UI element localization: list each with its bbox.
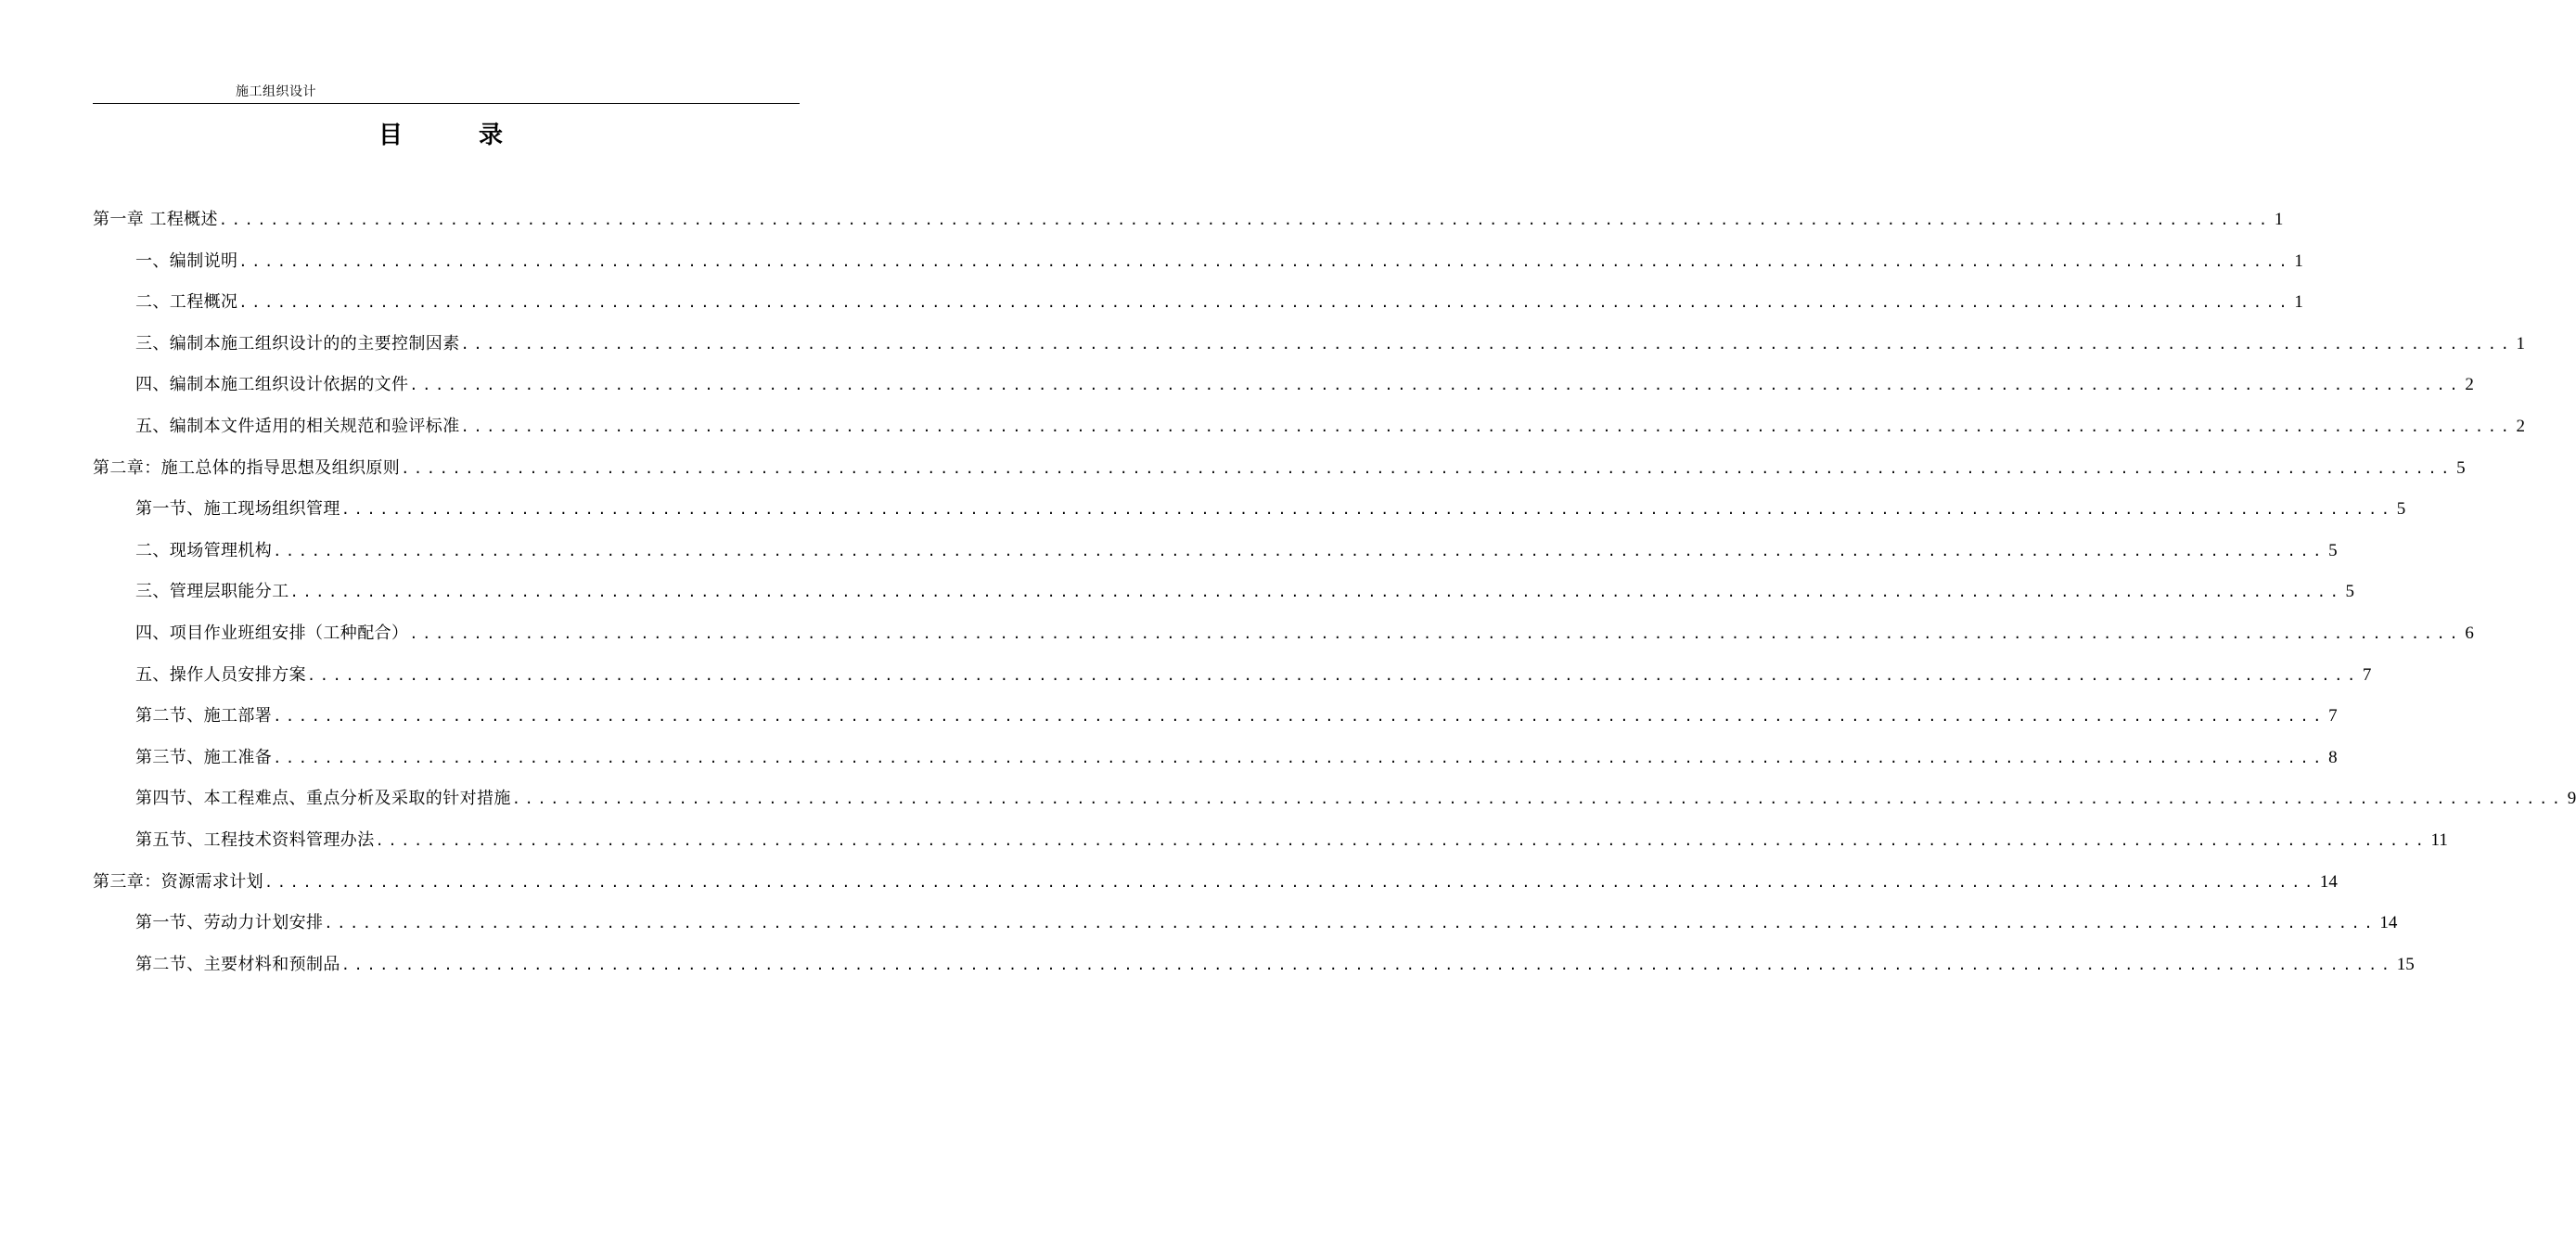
toc-dot-leader: ................................................................................................................................................................: [401, 459, 2454, 477]
toc-entry-text: 三、编制本施工组织设计的的主要控制因素: [135, 333, 460, 354]
toc-entry[interactable]: [93, 247, 2303, 289]
toc-entry-text: 第三节、施工准备: [135, 747, 273, 767]
toc-entry[interactable]: [93, 784, 2576, 826]
toc-dot-leader: ................................................................................................................................................................: [375, 831, 2429, 849]
toc-entry-text: 二、现场管理机构: [135, 540, 273, 560]
toc-entry-text: 第一节、劳动力计划安排: [135, 913, 324, 933]
toc-entry-text: 一、编制说明: [135, 251, 238, 271]
toc-entry[interactable]: [93, 412, 2526, 454]
toc-entry[interactable]: [93, 743, 2338, 785]
toc-page-number: 7: [2328, 706, 2338, 726]
toc-entry[interactable]: [93, 619, 2474, 661]
toc-dot-leader: ................................................................................................................................................................: [409, 377, 2463, 394]
toc-entry-text: 第一章 工程概述: [93, 210, 218, 229]
toc-page-number: 9: [2567, 789, 2576, 809]
toc-dot-leader: ................................................................................................................................................................: [289, 584, 2343, 601]
toc-entry[interactable]: [93, 536, 2338, 578]
toc-page-number: 15: [2396, 954, 2415, 974]
toc-dot-leader: ................................................................................................................................................................: [238, 294, 2292, 312]
toc-dot-leader: ................................................................................................................................................................: [460, 418, 2514, 435]
toc-title-left: 目: [378, 122, 403, 149]
toc-entry[interactable]: [93, 661, 2372, 702]
toc-dot-leader: ................................................................................................................................................................: [238, 252, 2292, 270]
toc-title: [0, 117, 881, 154]
toc-page-number: 1: [2294, 251, 2303, 271]
toc-dot-leader: ................................................................................................................................................................: [273, 749, 2326, 766]
toc-entry[interactable]: [93, 288, 2303, 329]
toc-entry[interactable]: [93, 868, 2338, 909]
toc-entry[interactable]: [93, 205, 2284, 247]
toc-entry-text: 三、管理层职能分工: [135, 582, 289, 602]
toc-entry-text: 四、编制本施工组织设计依据的文件: [135, 375, 409, 395]
toc-dot-leader: ................................................................................................................................................................: [264, 873, 2317, 891]
toc-entry[interactable]: [93, 454, 2466, 495]
toc-page-number: 6: [2465, 623, 2474, 643]
toc-entry[interactable]: [93, 701, 2338, 743]
toc-entry[interactable]: [93, 577, 2355, 619]
toc-entry[interactable]: [93, 329, 2526, 371]
toc-entry-text: 五、编制本文件适用的相关规范和验评标准: [135, 416, 460, 436]
toc-dot-leader: ................................................................................................................................................................: [511, 791, 2565, 808]
toc-dot-leader: ................................................................................................................................................................: [218, 212, 2272, 228]
toc-entry-text: 第五节、工程技术资料管理办法: [135, 829, 375, 850]
toc-page-number: 7: [2362, 664, 2372, 685]
toc-page-number: 14: [2379, 913, 2398, 933]
toc-entry-text: 五、操作人员安排方案: [135, 664, 306, 685]
toc-page-number: 8: [2328, 747, 2338, 767]
toc-entry-text: 二、工程概况: [135, 292, 238, 313]
running-header: 施工组织设计: [236, 84, 316, 99]
toc-dot-leader: ................................................................................................................................................................: [273, 542, 2326, 559]
toc-entry[interactable]: [93, 370, 2474, 412]
toc-page-number: 5: [2456, 457, 2466, 478]
toc-entry-text: 第二节、主要材料和预制品: [135, 954, 340, 974]
toc-entry-text: 第二章：施工总体的指导思想及组织原则: [93, 457, 401, 478]
toc-entry-text: 第三章：资源需求计划: [93, 871, 263, 892]
toc-entry[interactable]: [93, 908, 2398, 950]
toc-page-number: 1: [2516, 333, 2526, 354]
toc-entry-text: 四、项目作业班组安排（工种配合）: [135, 623, 409, 643]
toc-page-number: 11: [2430, 829, 2448, 850]
toc-entry[interactable]: [93, 950, 2415, 992]
toc-page-number: 5: [2328, 540, 2338, 560]
toc-dot-leader: ................................................................................................................................................................: [324, 915, 2377, 932]
toc-dot-leader: ................................................................................................................................................................: [460, 335, 2514, 353]
toc-list: [93, 205, 2576, 991]
toc-entry-text: 第四节、本工程难点、重点分析及采取的针对措施: [135, 789, 511, 809]
toc-title-right: 录: [479, 122, 504, 149]
toc-page-number: 5: [2396, 499, 2406, 520]
header-rule: [93, 103, 800, 104]
toc-dot-leader: ................................................................................................................................................................: [340, 501, 2394, 519]
toc-dot-leader: ................................................................................................................................................................: [273, 708, 2326, 726]
toc-page-number: 1: [2294, 292, 2303, 313]
toc-entry-text: 第一节、施工现场组织管理: [135, 499, 340, 520]
toc-page-number: 14: [2319, 871, 2338, 892]
toc-dot-leader: ................................................................................................................................................................: [409, 624, 2463, 642]
toc-entry[interactable]: [93, 826, 2448, 868]
toc-page-number: 2: [2516, 416, 2526, 436]
toc-page-number: 1: [2274, 210, 2284, 229]
toc-page-number: 2: [2465, 375, 2474, 395]
toc-entry-text: 第二节、施工部署: [135, 706, 273, 726]
toc-page-number: 5: [2345, 582, 2355, 602]
toc-dot-leader: ................................................................................................................................................................: [340, 956, 2394, 973]
toc-entry[interactable]: [93, 495, 2406, 536]
toc-dot-leader: ................................................................................................................................................................: [307, 666, 2360, 684]
